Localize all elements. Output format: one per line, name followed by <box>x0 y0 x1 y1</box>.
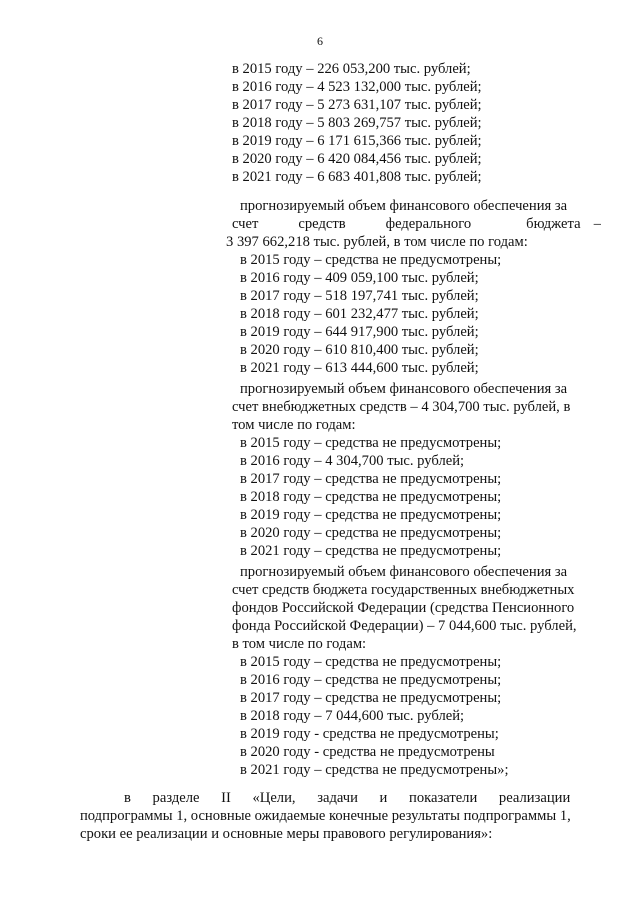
text-fragment: счет <box>232 216 259 232</box>
year-item-2019: в 2019 году – 644 917,900 тыс. рублей; <box>240 324 479 340</box>
year-item-2016: в 2016 году – 409 059,100 тыс. рублей; <box>240 270 479 286</box>
year-item-2020: в 2020 году – средства не предусмотрены; <box>240 525 502 541</box>
year-item-2017: в 2017 году – средства не предусмотрены; <box>240 690 502 706</box>
paragraph-line: счет внебюджетных средств – 4 304,700 тыс. рублей, в <box>232 399 571 415</box>
text-fragment: федерального <box>385 216 472 232</box>
section-amendment-paragraph <box>80 789 601 843</box>
year-list <box>232 60 601 186</box>
paragraph-line: прогнозируемый объем финансового обеспечения за <box>240 564 568 580</box>
year-list <box>232 251 601 377</box>
paragraph-line: в разделе II «Цели, задачи и показатели реализации <box>124 790 571 806</box>
year-list <box>232 653 601 779</box>
year-item-2020: в 2020 году – 6 420 084,456 тыс. рублей; <box>232 151 482 167</box>
year-item-2017: в 2017 году – 5 273 631,107 тыс. рублей; <box>232 97 482 113</box>
year-item-2018: в 2018 году – 601 232,477 тыс. рублей; <box>240 306 479 322</box>
extrabudgetary-section <box>232 380 601 560</box>
year-item-2017: в 2017 году – 518 197,741 тыс. рублей; <box>240 288 479 304</box>
page-number: 6 <box>317 34 323 48</box>
year-item-2020: в 2020 году - средства не предусмотрены <box>240 744 495 760</box>
pension-fund-section <box>232 563 601 779</box>
year-item-2021: в 2021 году – 6 683 401,808 тыс. рублей; <box>232 169 482 185</box>
paragraph-line: 3 397 662,218 тыс. рублей, в том числе по годам: <box>226 234 528 250</box>
year-item-2019: в 2019 году – средства не предусмотрены; <box>240 507 502 523</box>
year-list <box>232 434 601 560</box>
year-item-2018: в 2018 году – средства не предусмотрены; <box>240 489 502 505</box>
year-item-2021: в 2021 году – средства не предусмотрены»; <box>240 762 509 778</box>
paragraph-line: сроки ее реализации и основные меры правового регулирования»: <box>80 826 493 842</box>
year-item-2015: в 2015 году – 226 053,200 тыс. рублей; <box>232 61 471 77</box>
paragraph-line: в том числе по годам: <box>232 636 367 652</box>
paragraph-line: прогнозируемый объем финансового обеспечения за <box>240 198 568 214</box>
paragraph-line: счет средств бюджета государственных внебюджетных <box>232 582 575 598</box>
year-item-2015: в 2015 году – средства не предусмотрены; <box>240 435 502 451</box>
paragraph-line: том числе по годам: <box>232 417 356 433</box>
year-item-2015: в 2015 году – средства не предусмотрены; <box>240 252 502 268</box>
funding-years-list-total <box>232 60 601 186</box>
year-item-2019: в 2019 году - средства не предусмотрены; <box>240 726 499 742</box>
text-fragment: средств <box>298 216 346 232</box>
paragraph-line: фондов Российской Федерации (средства Пенсионного <box>232 600 575 616</box>
year-item-2015: в 2015 году – средства не предусмотрены; <box>240 654 502 670</box>
text-fragment: бюджета <box>526 216 581 232</box>
year-item-2016: в 2016 году – 4 523 132,000 тыс. рублей; <box>232 79 482 95</box>
year-item-2019: в 2019 году – 6 171 615,366 тыс. рублей; <box>232 133 482 149</box>
paragraph-line <box>232 215 601 233</box>
year-item-2021: в 2021 году – средства не предусмотрены; <box>240 543 502 559</box>
paragraph-line: подпрограммы 1, основные ожидаемые конечные результаты подпрограммы 1, <box>80 808 571 824</box>
paragraph-line: фонда Российской Федерации) – 7 044,600 тыс. рублей, <box>232 618 577 634</box>
paragraph-line: прогнозируемый объем финансового обеспечения за <box>240 381 568 397</box>
federal-budget-section <box>226 197 601 377</box>
year-item-2018: в 2018 году – 5 803 269,757 тыс. рублей; <box>232 115 482 131</box>
year-item-2016: в 2016 году – 4 304,700 тыс. рублей; <box>240 453 465 469</box>
year-item-2018: в 2018 году – 7 044,600 тыс. рублей; <box>240 708 465 724</box>
year-item-2016: в 2016 году – средства не предусмотрены; <box>240 672 502 688</box>
year-item-2017: в 2017 году – средства не предусмотрены; <box>240 471 502 487</box>
year-item-2020: в 2020 году – 610 810,400 тыс. рублей; <box>240 342 479 358</box>
year-item-2021: в 2021 году – 613 444,600 тыс. рублей; <box>240 360 479 376</box>
text-fragment: – <box>593 216 601 232</box>
